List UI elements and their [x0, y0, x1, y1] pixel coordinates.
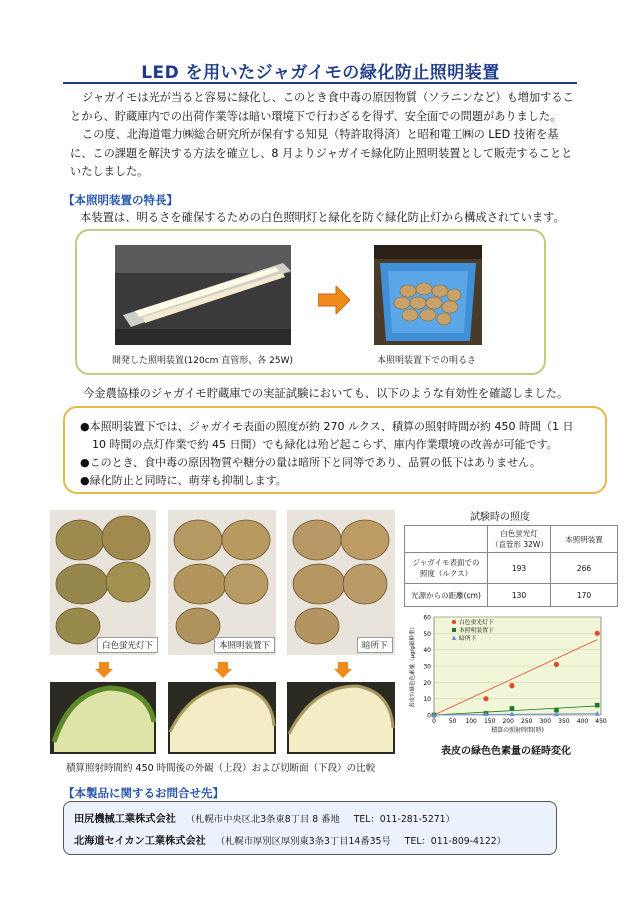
x-tick-label: 400	[576, 718, 589, 725]
table-cell: 193	[488, 553, 551, 584]
label-fluorescent: 白色蛍光灯下	[97, 637, 158, 653]
contact-1-name: 田尻機械工業株式会社	[74, 814, 176, 825]
arrow-down-icon	[334, 662, 352, 678]
y-tick-label: 0	[427, 712, 431, 720]
legend-marker	[452, 620, 456, 624]
data-point	[595, 703, 600, 708]
x-tick-label: 250	[521, 718, 533, 725]
legend-label: 本照明装置下	[459, 628, 494, 634]
label-dark: 暗所下	[357, 637, 393, 653]
lighting-fixture-photo	[115, 245, 291, 345]
potato-photo-fluorescent	[50, 510, 156, 655]
trial-bullet-2: ●このとき、食中毒の原因物質や糖分の量は暗所下と同等であり、品質の低下はありません。	[80, 456, 541, 469]
x-tick-label: 150	[483, 718, 496, 725]
y-tick-label: 10	[423, 696, 431, 704]
table-header-led: 本照明装置	[551, 526, 618, 553]
contact-2-name: 北海道セイカン工業株式会社	[74, 836, 206, 847]
legend-marker	[452, 628, 456, 632]
arrow-right-icon	[318, 286, 350, 314]
pigment-chart	[404, 611, 609, 739]
x-tick-label: 100	[465, 718, 477, 725]
lux-table	[404, 525, 618, 607]
x-tick-label: 300	[539, 718, 552, 725]
cut-section-dark	[287, 682, 395, 754]
contact-2-address: （札幌市厚別区厚別東3条3丁目14番35号	[215, 836, 391, 847]
lux-table-title: 試験時の照度	[470, 512, 530, 523]
y-axis-label: 表皮の緑色色素量（μg/g新鮮重）	[410, 624, 416, 708]
y-tick-label: 20	[423, 679, 431, 687]
arrow-down-icon	[214, 662, 232, 678]
legend-label: 暗所下	[459, 636, 477, 642]
table-cell: 266	[551, 553, 618, 584]
data-point	[483, 696, 488, 701]
data-point	[554, 662, 559, 667]
x-tick-label: 50	[448, 718, 457, 725]
contact-heading: 【本製品に関するお問合せ先】	[63, 786, 224, 800]
chart-caption: 表皮の緑色色素量の経時変化	[441, 746, 571, 757]
basket-photo-caption: 本照明装置下での明るさ	[377, 356, 477, 366]
features-description: 本装置は、明るさを確保するための白色照明灯と緑化を防ぐ緑化防止灯から構成されています。	[80, 211, 565, 224]
trial-intro: 今金農協様のジャガイモ貯蔵庫での実証試験においても、以下のような有効性を確認しました。	[83, 387, 569, 400]
table-header-fluorescent: 白色蛍光灯 （直管形 32W）	[488, 526, 551, 553]
potato-basket-photo	[374, 245, 482, 345]
y-tick-label: 40	[423, 647, 431, 655]
table-cell: 130	[488, 584, 551, 607]
trial-bullet-3: ●緑化防止と同時に、萌芽も抑制します。	[80, 474, 287, 487]
table-corner-cell	[405, 526, 488, 553]
features-heading: 【本照明装置の特長】	[63, 193, 178, 207]
legend-label: 白色蛍光灯下	[459, 620, 494, 626]
trial-bullet-1-cont: 10 時間の点灯作業で約 45 日間）でも緑化は殆ど起こらず、庫内作業環境の改善が可能です。	[92, 438, 558, 451]
contact-2-tel: TEL：011-809-4122）	[404, 836, 506, 847]
data-point	[510, 706, 515, 711]
x-tick-label: 0	[432, 718, 436, 725]
intro-paragraph-1: ジャガイモは光が当ると容易に緑化し、このとき食中毒の原因物質（ソラニンなど）も増加することから、貯蔵庫内での出荷作業等は暗い環境下で行わざるを得ず、安全面での問題がありました。	[70, 91, 574, 123]
contact-1-address: （札幌市中央区北3条東8丁目 8 番地	[185, 814, 340, 825]
potato-photo-dark	[287, 510, 395, 655]
title-underline	[63, 82, 577, 84]
y-tick-label: 60	[423, 614, 431, 622]
comparison-caption: 積算照射時間約 450 時間後の外観（上段）および切断面（下段）の比較	[66, 763, 376, 774]
data-point	[509, 683, 514, 688]
y-tick-label: 30	[423, 663, 431, 671]
contact-1	[74, 810, 455, 825]
table-row-label-distance: 光源からの距離(cm)	[405, 584, 488, 607]
x-tick-label: 200	[502, 718, 514, 725]
contact-1-tel: TEL：011-281-5271）	[353, 814, 455, 825]
pigment-chart-svg	[404, 611, 609, 739]
table-cell: 170	[551, 584, 618, 607]
cut-section-fluorescent	[50, 682, 156, 754]
arrow-down-icon	[95, 662, 113, 678]
cut-section-led	[168, 682, 276, 754]
x-tick-label: 350	[558, 718, 570, 725]
x-axis-label: 積算の照射時間(時)	[491, 727, 544, 734]
data-point	[595, 631, 600, 636]
table-row-label-lux: ジャガイモ表面での 照度（ルクス）	[405, 553, 488, 584]
trial-bullet-1: ●本照明装置下では、ジャガイモ表面の照度が約 270 ルクス、積算の照射時間が約 450 時間（1 日	[80, 420, 574, 433]
intro-paragraph-2: この度、北海道電力㈱総合研究所が保有する知見（特許取得済）と昭和電工㈱の LED 技術を基に、この課題を解決する方法を確立し、8 月よりジャガイモ緑化防止照明装置として販売することといたしました。	[70, 128, 573, 178]
x-tick-label: 450	[595, 718, 607, 725]
page-title: LED を用いたジャガイモの緑化防止照明装置	[141, 63, 500, 83]
fixture-photo-caption: 開発した照明装置(120cm 直管形、各 25W)	[112, 356, 293, 366]
contact-2	[74, 832, 506, 847]
y-tick-label: 50	[423, 630, 431, 638]
label-led: 本照明装置下	[214, 637, 275, 653]
potato-photo-led	[168, 510, 276, 655]
